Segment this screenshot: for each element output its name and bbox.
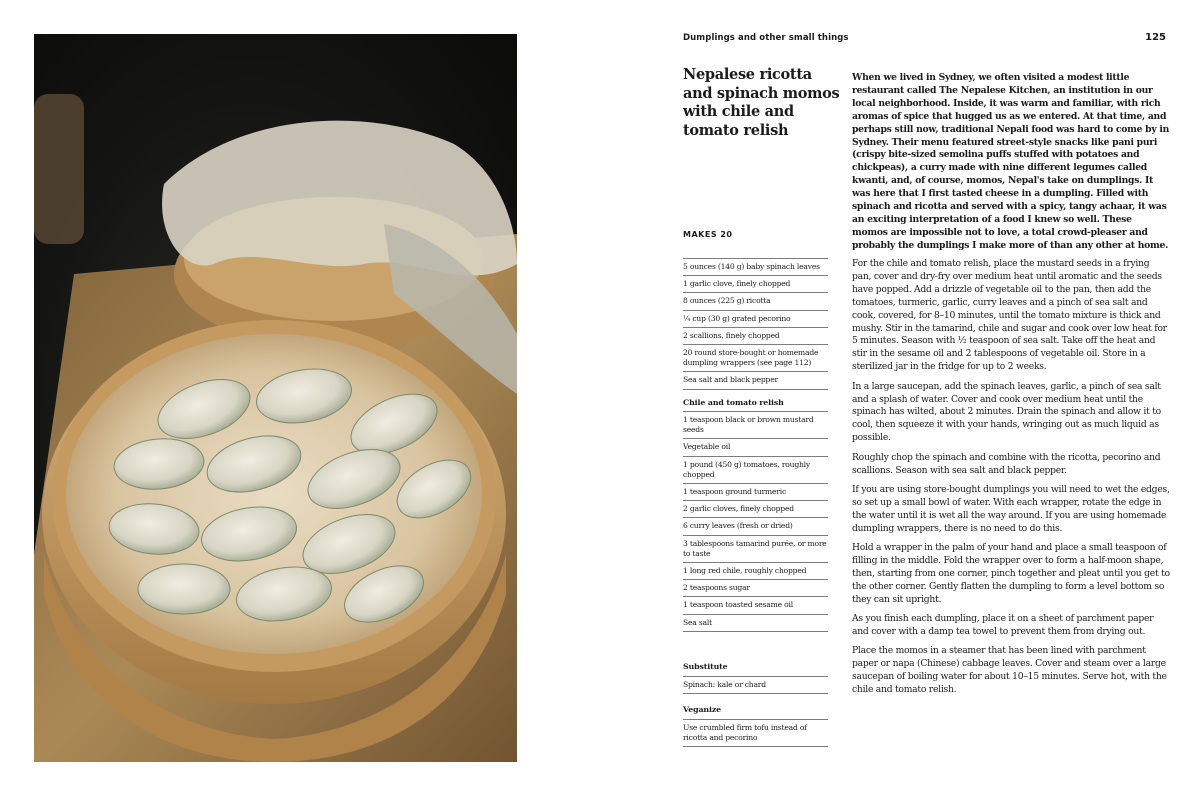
ingredient-item: Sea salt and black pepper [683,372,828,389]
ingredient-item: 1 long red chile, roughly chopped [683,563,828,580]
recipe-method [852,258,1170,704]
ingredient-list [683,258,828,390]
ingredient-item: 2 scallions, finely chopped [683,328,828,345]
ingredient-item: 1 garlic clove, finely chopped [683,276,828,293]
veganize-list [683,719,828,747]
method-step: In a large saucepan, add the spinach leaves, garlic, a pinch of sea salt and a splash of water. Cover and cook over medium heat until the spinach has wilted, about 2 minutes. Drain the spinach and allow it to cool, then squeeze it with your hands, wringing out as much liquid as possible. [852,380,1161,444]
ingredient-item: 1 teaspoon toasted sesame oil [683,597,828,614]
ingredient-item: Vegetable oil [683,439,828,456]
veganize-item: Use crumbled firm tofu instead of ricotta and pecorino [683,720,828,747]
method-step: For the chile and tomato relish, place the mustard seeds in a frying pan, cover and dry-fry over medium heat until aromatic and the seeds have popped. Add a drizzle of vegetable oil to the pan, then add the tomatoes, turmeric, garlic, curry leaves and a pinch of sea salt and cook, covered, for 8–10 minutes, until the tomato mixture is thick and mushy. Stir in the tamarind, chile and sugar and cook over low heat for 5 minutes. Season with ½ teaspoon of sea salt. Take off the heat and stir in the sesame oil and 2 tablespoons of vegetable oil. Store in a sterilized jar in the fridge for up to 2 weeks. [852,258,1167,373]
veganize-heading: Veganize [683,705,722,714]
method-step: As you finish each dumpling, place it on a sheet of parchment paper and cover with a damp tea towel to prevent them from drying out. [852,613,1154,638]
photo-illustration [34,34,517,762]
recipe-title: Nepalese ricotta and spinach momos with chile and tomato relish [683,66,840,139]
method-step: If you are using store-bought dumplings you will need to wet the edges, so set up a small bowl of water. With each wrapper, rotate the edge in the water until it is wet all the way around. If you are using homemade dumpling wrappers, there is no need to do this. [852,484,1170,534]
method-step: Roughly chop the spinach and combine with the ricotta, pecorino and scallions. Season with sea salt and black pepper. [852,451,1161,476]
method-step: Place the momos in a steamer that has been lined with parchment paper or napa (Chinese) cabbage leaves. Cover and steam over a large saucepan of boiling water for about 10–15 minutes. Serve hot, with the chile and tomato relish. [852,645,1167,696]
momos-photo [34,34,517,762]
ingredient-item: 1 teaspoon black or brown mustard seeds [683,412,828,439]
running-header: Dumplings and other small things [683,33,849,43]
ingredient-item: Sea salt [683,615,828,632]
substitute-item: Spinach: kale or chard [683,677,828,694]
ingredient-item: 2 garlic cloves, finely chopped [683,501,828,518]
ingredient-item: 2 teaspoons sugar [683,580,828,597]
ingredient-item: 6 curry leaves (fresh or dried) [683,518,828,535]
ingredient-item: ¼ cup (30 g) grated pecorino [683,311,828,328]
ingredient-item: 1 teaspoon ground turmeric [683,484,828,501]
relish-heading: Chile and tomato relish [683,398,784,407]
page-number: 125 [1145,32,1166,43]
relish-ingredient-list [683,411,828,632]
recipe-intro: When we lived in Sydney, we often visited a modest little restaurant called The Nepalese Kitchen, an institution in our local neighborhood. Inside, it was warm and familiar, with rich aromas of spice that hugged us as we entered. At that time, and perhaps still now, traditional Nepali food was hard to come by in Sydney. Their menu featured street-style snacks like pani puri (crispy bite-sized semolina puffs stuffed with potatoes and chickpeas), a curry made with nine different legumes called kwanti, and, of course, momos, Nepal's take on dumplings. It was here that I first tasted cheese in a dumpling. Filled with spinach and ricotta and served with a spicy, tangy achaar, it was an exciting interpretation of a food I knew so well. These momos are impossible not to love, a total crowd-pleaser and probably the dumplings I make more of than any other at home. [852,72,1170,251]
substitute-list [683,676,828,694]
ingredient-item: 1 pound (450 g) tomatoes, roughly chopped [683,457,828,484]
substitute-heading: Substitute [683,662,728,671]
ingredient-item: 3 tablespoons tamarind purée, or more to taste [683,536,828,563]
ingredient-item: 5 ounces (140 g) baby spinach leaves [683,259,828,276]
ingredient-item: 20 round store-bought or homemade dumpling wrappers (see page 112) [683,345,828,372]
ingredient-item: 8 ounces (225 g) ricotta [683,293,828,310]
method-step: Hold a wrapper in the palm of your hand and place a small teaspoon of filling in the middle. Fold the wrapper over to form a half-moon shape, then, starting from one corner, pinch together and pleat until you get to the other corner. Gently flatten the dumpling to form a level bottom so they can sit upright. [852,542,1170,605]
recipe-yield: MAKES 20 [683,230,733,239]
